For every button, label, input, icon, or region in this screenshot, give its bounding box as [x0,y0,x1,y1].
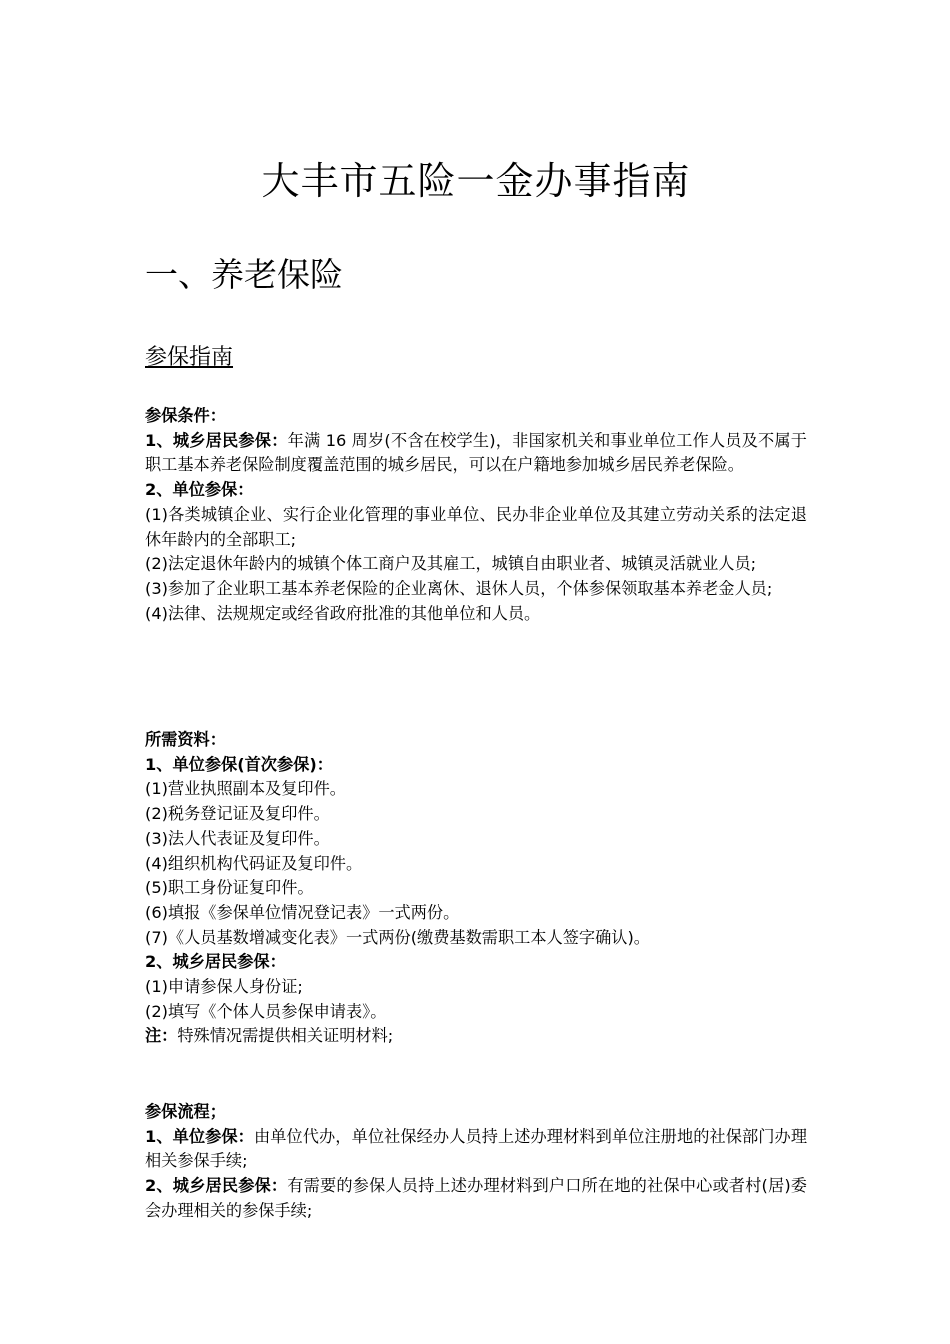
process-block [145,1100,807,1224]
materials-item-2-line: (2)填写《个体人员参保申请表》。 [145,1001,387,1021]
materials-item-1-line: (6)填报《参保单位情况登记表》一式两份。 [145,902,460,922]
materials-item-1-line: (4)组织机构代码证及复印件。 [145,853,363,873]
conditions-label: 参保条件： [145,406,226,425]
process-item-1-text: 由单位代办，单位社保经办人员持上述办理材料到单位注册地的社保部门办理相关参保手续; [145,1126,808,1171]
process-item-1 [145,1125,807,1174]
materials-note-label: 注： [145,1026,178,1046]
process-item-2 [145,1174,807,1223]
process-item-1-label: 1、单位参保： [145,1126,254,1146]
materials-item-2-label: 2、城乡居民参保： [145,952,286,972]
conditions-item-2-label: 2、单位参保： [145,480,254,500]
conditions-block [145,404,807,626]
materials-item-1-line: (1)营业执照副本及复印件。 [145,779,346,799]
section-heading: 一、养老保险 [145,255,343,294]
process-label: 参保流程； [145,1102,226,1121]
conditions-item-1-label: 1、城乡居民参保： [145,430,288,450]
materials-block [145,728,807,1049]
materials-note [145,1024,807,1049]
conditions-item-1 [145,429,807,478]
materials-item-2-line: (1)申请参保人身份证; [145,977,303,997]
conditions-item-2-line: (3)参加了企业职工基本养老保险的企业离休、退休人员，个体参保领取基本养老金人员; [145,578,773,598]
materials-item-1-line: (2)税务登记证及复印件。 [145,804,330,824]
document-title: 大丰市五险一金办事指南 [261,159,691,203]
materials-label: 所需资料： [145,730,226,749]
process-item-2-label: 2、城乡居民参保： [145,1176,288,1196]
conditions-item-1-text: 年满 16 周岁(不含在校学生)，非国家机关和事业单位工作人员及不属于职工基本养老保险制度覆盖范围的城乡居民，可以在户籍地参加城乡居民养老保险。 [145,430,807,475]
materials-item-1-label: 1、单位参保(首次参保)： [145,754,333,774]
sub-heading: 参保指南 [145,345,234,370]
materials-note-text: 特殊情况需提供相关证明材料; [177,1026,394,1046]
conditions-item-2-line: (1)各类城镇企业、实行企业化管理的事业单位、民办非企业单位及其建立劳动关系的法定退休年龄内的全部职工; [145,504,807,549]
process-item-2-text: 有需要的参保人员持上述办理材料到户口所在地的社保中心或者村(居)委会办理相关的参保手续; [145,1176,807,1220]
materials-item-1-line: (7)《人员基数增减变化表》一式两份(缴费基数需职工本人签字确认)。 [145,927,650,947]
materials-item-1-line: (5)职工身份证复印件。 [145,878,314,898]
conditions-item-2-line: (2)法定退休年龄内的城镇个体工商户及其雇工，城镇自由职业者、城镇灵活就业人员; [145,554,757,574]
conditions-item-2-line: (4)法律、法规规定或经省政府批准的其他单位和人员。 [145,603,541,623]
materials-item-1-line: (3)法人代表证及复印件。 [145,828,330,848]
